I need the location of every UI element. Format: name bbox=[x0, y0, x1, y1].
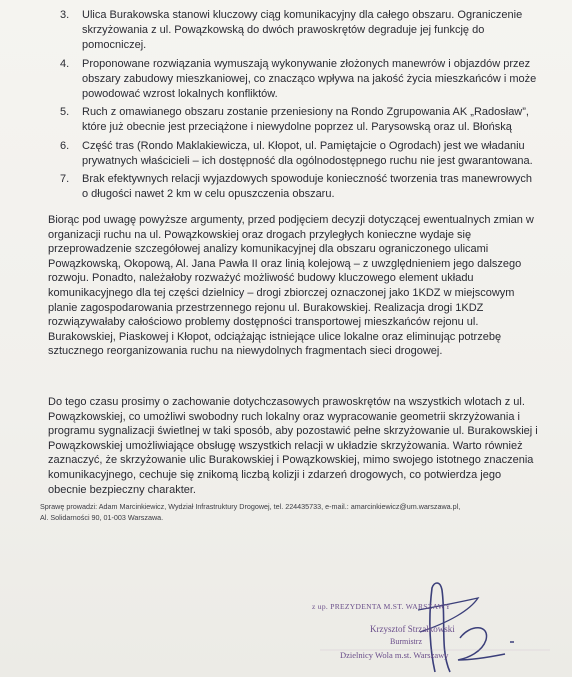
list-text: Brak efektywnych relacji wyjazdowych spowoduje konieczność tworzenia tras manewrowych o długości nawet 2 km w celu opuszczenia obszaru. bbox=[82, 173, 532, 201]
stamp-title: z up. PREZYDENTA M.ST. WARSZAWY bbox=[312, 602, 451, 611]
list-number: 3. bbox=[60, 9, 70, 21]
list-number: 6. bbox=[60, 139, 70, 152]
list-text: Część tras (Rondo Maklakiewicza, ul. Kłopot, ul. Pamiętajcie o Ogrodach) jest we władaniu prywatnych właścicieli – ich dostępność dla ogólnodostępnego ruchu nie jest gwarantowana. bbox=[82, 139, 533, 167]
list-text: Ulica Burakowska stanowi kluczowy ciąg komunikacyjny dla całego obszaru. Ograniczenie skrzyżowania z ul. Powązkowską do dwóch prawoskrętów degraduje jej funkcję do pomocniczej. bbox=[82, 9, 523, 52]
list-item bbox=[60, 139, 540, 169]
stamp-office: Dzielnicy Wola m.st. Warszawy bbox=[340, 650, 449, 660]
numbered-list bbox=[60, 8, 540, 205]
footer-address-line: Al. Solidarności 90, 01-003 Warszawa. bbox=[40, 513, 164, 522]
list-item bbox=[60, 172, 540, 202]
signature-stamp bbox=[300, 580, 570, 675]
contact-footer bbox=[40, 501, 540, 523]
list-item bbox=[60, 105, 540, 135]
body-paragraph-analysis: Biorąc pod uwagę powyższe argumenty, przed podjęciem decyzji dotyczącej ewentualnych zmian w organizacji ruchu na ul. Powązkowskiej oraz drogach przyległych konieczne wydaje się przeprowadzenie szczegółowej analizy komunikacyjnej dla obszaru ograniczonego ulicami Powązkowską, Okopową, Al. Jana Pawła II oraz linią kolejową – z uwzględnieniem jego dalszego rozwoju. Ponadto, należałoby rozważyć możliwość budowy kluczowego element układu komunikacyjnego dla tej części dzielnicy – drogi zbiorczej oznaczonej jako 1KDZ w miejscowym planie zagospodarowania przestrzennego rejonu ul. Burakowskiej. Realizacja drogi 1KDZ rozwiązywałaby całościowo problemy dostępności transportowej mieszkańców rejonu ul. Burakowskiej, Piaskowej i Kłopot, odciążając istniejące ulice lokalne oraz eliminując potrzebę sztucznego reorganizowania ruchu na niewydolnych fragmentach sieci drogowej. bbox=[48, 214, 534, 358]
list-number: 4. bbox=[60, 57, 70, 70]
list-number: 7. bbox=[60, 173, 70, 186]
stamp-name: Krzysztof Strzałkowski bbox=[370, 624, 455, 634]
list-text: Proponowane rozwiązania wymuszają wykonywanie złożonych manewrów i objazdów przez obszary zabudowy mieszkaniowej, co znacząco wpływa na jakość życia mieszkańców i może powodować wzrost lokalnych konfliktów. bbox=[82, 57, 537, 101]
body-paragraph-request: Do tego czasu prosimy o zachowanie dotychczasowych prawoskrętów na wszystkich wlotach z ul. Powązkowskiej, co umożliwi swobodny ruch lokalny oraz wypracowanie geometrii skrzyżowania i programu sygnalizacji świetlnej w taki sposób, aby pozostawić pełne skrzyżowanie ul. Burakowskiej i Powązkowskiej umożliwiające obsługę wszystkich relacji w układzie skrzyżowania. Warto również zaznaczyć, że skrzyżowanie ulic Burakowskiej i Powązkowskiej, mimo swojego istotnego znaczenia komunikacyjnego, cechuje się znikomą liczbą kolizji i zdarzeń drogowych, co potwierdza jego obecnie bezpieczny charakter. bbox=[48, 396, 538, 496]
list-text: Ruch z omawianego obszaru zostanie przeniesiony na Rondo Zgrupowania AK „Radosław”, które już obecnie jest przeciążone i niewydolne poprzez ul. Parysowską oraz ul. Błońską bbox=[82, 106, 529, 134]
footer-contact-line: Sprawę prowadzi: Adam Marcinkiewicz, Wydział Infrastruktury Drogowej, tel. 224435733, e-mail.: amarcinkiewicz@um.warszawa.pl, bbox=[40, 502, 461, 511]
list-number: 5. bbox=[60, 106, 70, 119]
list-item bbox=[60, 57, 540, 103]
list-item bbox=[60, 8, 540, 54]
stamp-role: Burmistrz bbox=[390, 637, 422, 646]
